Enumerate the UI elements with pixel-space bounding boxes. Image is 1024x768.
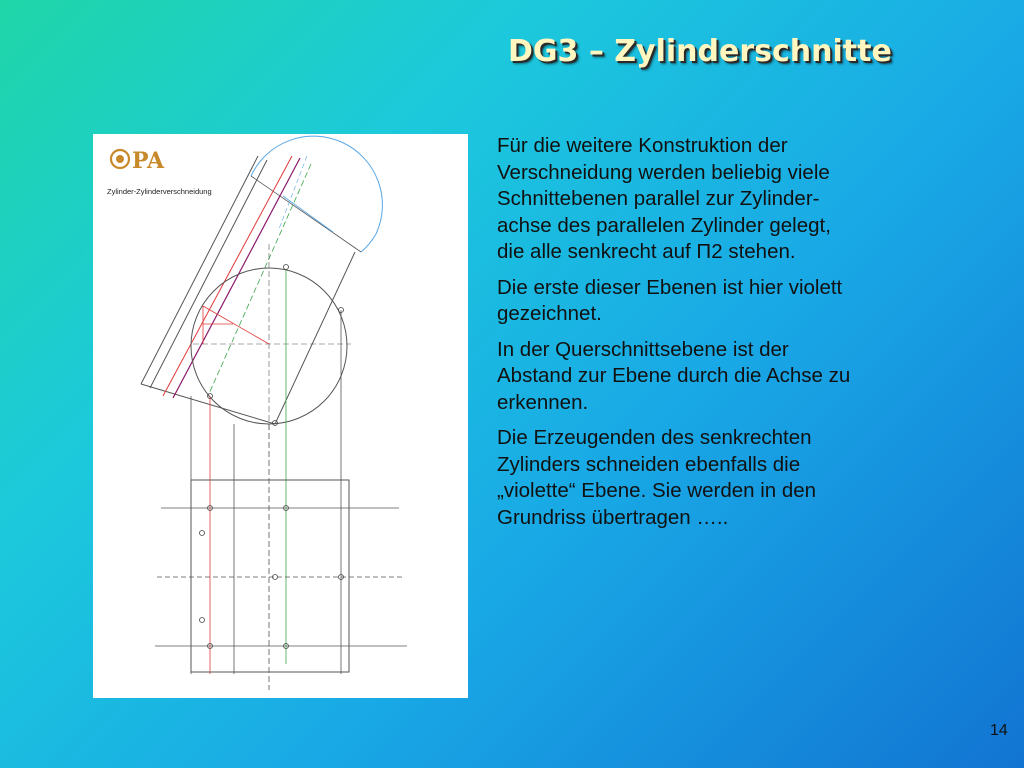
paragraph-2: Die erste dieser Ebenen ist hier violett gezeichnet. bbox=[497, 275, 843, 325]
logo-text: PA bbox=[132, 148, 165, 174]
page-number: 14 bbox=[990, 722, 1008, 739]
logo bbox=[111, 148, 165, 174]
cross-section-semicircle bbox=[251, 136, 382, 252]
paragraph-1: Für die weitere Konstruktion der Verschneidung werden beliebig viele Schnittebenen parallel zur Zylinder- achse des parallelen Zylinder gelegt, die alle senkrecht auf Π2 stehen. bbox=[497, 134, 831, 263]
construction-figure bbox=[93, 134, 468, 698]
explanation-text bbox=[497, 133, 967, 540]
paragraph-3: In der Querschnittsebene ist der Abstand zur Ebene durch die Achse zu erkennen. bbox=[497, 337, 851, 414]
paragraph-4: Die Erzeugenden des senkrechten Zylinders schneiden ebenfalls die „violette“ Ebene. Sie werden in den Grundriss übertragen ….. bbox=[497, 426, 817, 529]
ground-plan-rect bbox=[191, 480, 349, 672]
figure-caption: Zylinder-Zylinderverschneidung bbox=[107, 187, 212, 196]
slide-title: DG3 – Zylinderschnitte bbox=[508, 34, 892, 69]
ground-plan-lines bbox=[155, 508, 407, 646]
red-triangle-construction bbox=[203, 306, 269, 344]
construction-line-green bbox=[208, 164, 311, 396]
cylinder-intersection-drawing bbox=[93, 134, 468, 698]
logo-dot-icon bbox=[116, 155, 124, 163]
